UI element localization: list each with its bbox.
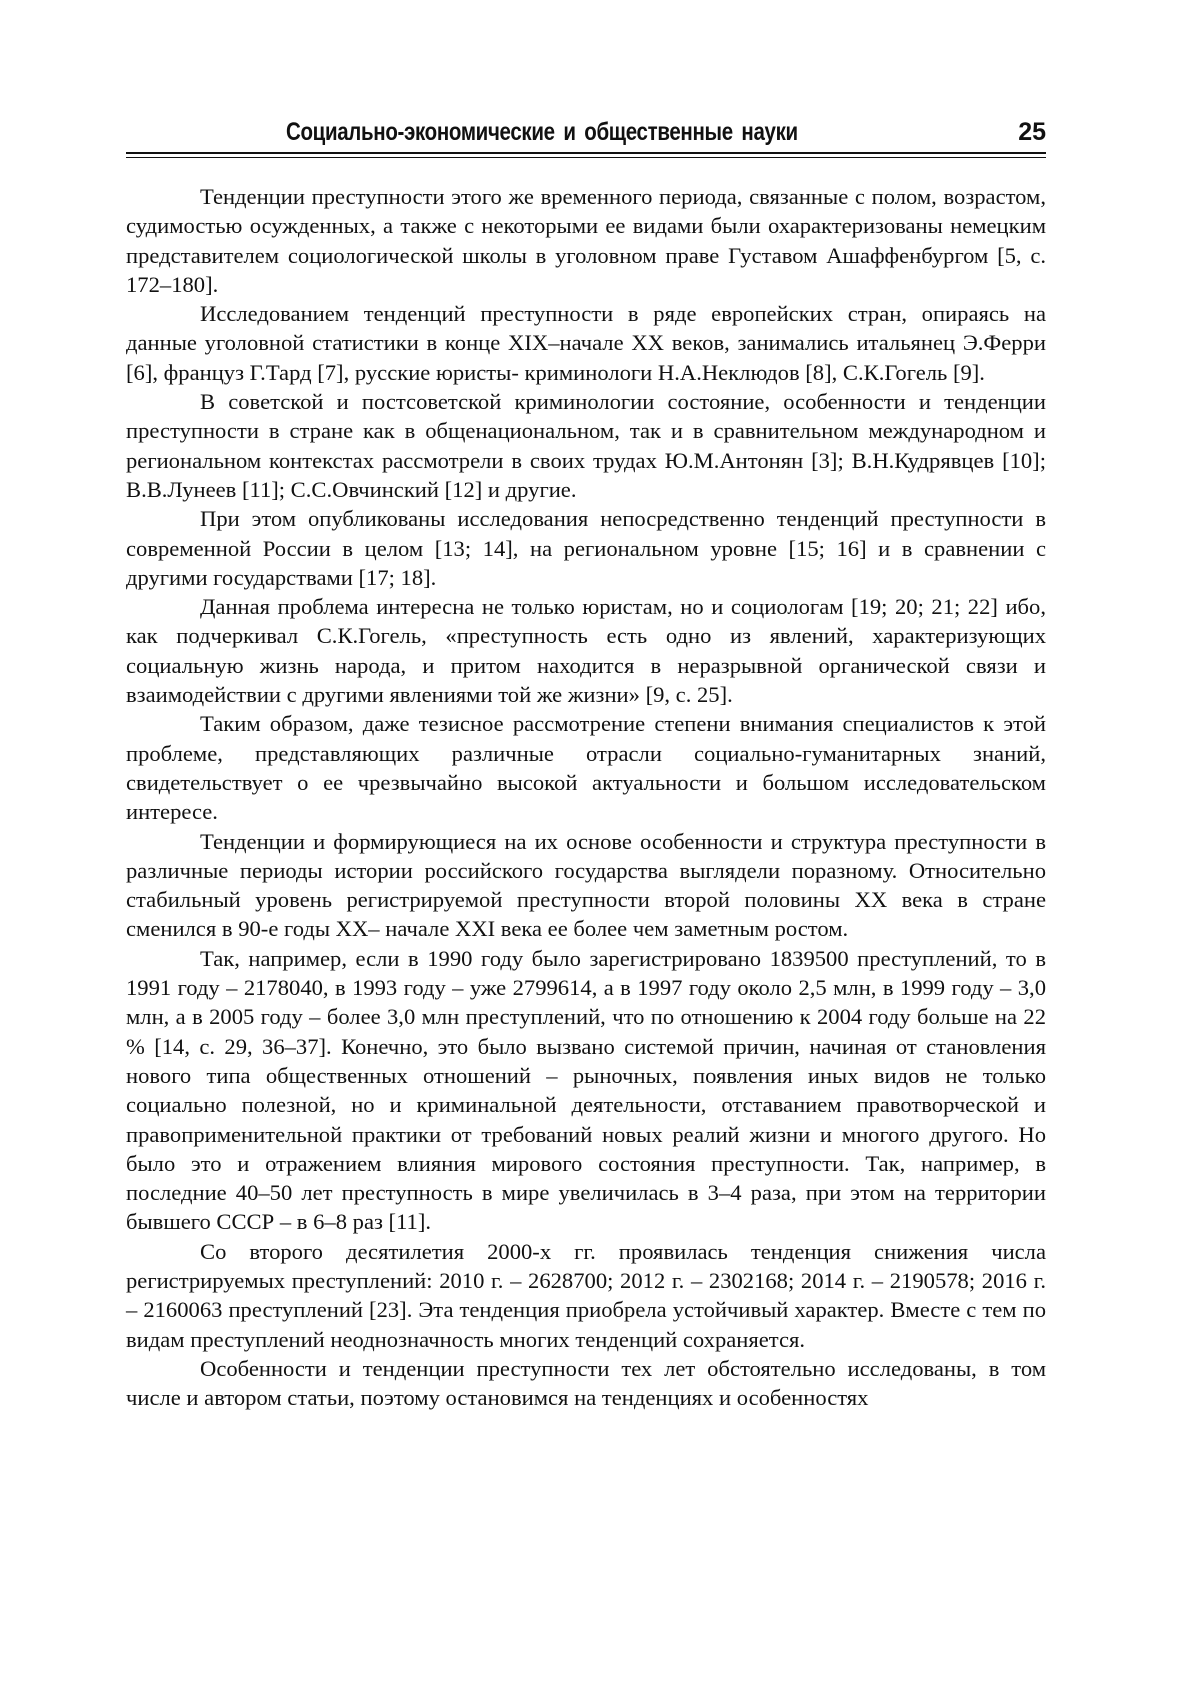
paragraph: Со второго десятилетия 2000-х гг. проявилась тенденция снижения числа регистрируемых преступлений: 2010 г. – 2628700; 2012 г. – 2302168; 2014 г. – 2190578; 2016 г. – 2160063 преступлений [23]. Эта тенденция приобрела устойчивый характер. Вместе с тем по видам преступлений неоднозначность многих тенденций сохраняется. xyxy=(126,1238,1046,1352)
paragraph: Таким образом, даже тезисное рассмотрение степени внимания специалистов к этой проблеме, представляющих различные отрасли социально-гуманитарных знаний, свидетельствует о ее чрезвычайно высокой актуальности и большом исследовательском интересе. xyxy=(126,711,1046,825)
header-rule-thin xyxy=(126,157,1046,158)
page xyxy=(126,118,1046,1412)
page-number: 25 xyxy=(1018,118,1046,146)
paragraph: В советской и постсоветской криминологии состояние, особенности и тенденции преступности в стране как в общенациональном, так и в сравнительном международном и региональном контекстах рассмотрели в своих трудах Ю.М.Антонян [3]; В.Н.Кудрявцев [10]; В.В.Лунеев [11]; С.С.Овчинский [12] и другие. xyxy=(126,389,1046,502)
running-header xyxy=(126,118,1046,156)
paragraph: Тенденции и формирующиеся на их основе особенности и структура преступности в различные периоды истории российского государства выглядели поразному. Относительно стабильный уровень регистрируемой преступности второй половины XX века в стране сменился в 90-е годы XX– начале XXI века ее более чем заметным ростом. xyxy=(126,828,1046,942)
paragraph: Так, например, если в 1990 году было зарегистрировано 1839500 преступлений, то в 1991 году – 2178040, в 1993 году – уже 2799614, а в 1997 году около 2,5 млн, в 1999 году – 3,0 млн, а в 2005 году – более 3,0 млн преступлений, что по отношению к 2004 году больше на 22 % [14, с. 29, 36–37]. Конечно, это было вызвано системой причин, начиная от становления нового типа общественных отношений – рыночных, появления иных видов не только социально полезной, но и криминальной деятельности, отставанием правотворческой и правоприменительной практики от требований новых реалий жизни и многого другого. Но было это и отражением влияния мирового состояния преступности. Так, например, в последние 40–50 лет преступность в мире увеличилась в 3–4 раза, при этом на территории бывшего СССР – в 6–8 раз [11]. xyxy=(126,945,1046,1235)
paragraph: Данная проблема интересна не только юристам, но и социологам [19; 20; 21; 22] ибо, как подчеркивал С.К.Гогель, «преступность есть одно из явлений, характеризующих социальную жизнь народа, и притом находится в неразрывной органической связи и взаимодействии с другими явлениями той же жизни» [9, с. 25]. xyxy=(126,594,1046,708)
header-rule xyxy=(126,152,1046,154)
paragraph: При этом опубликованы исследования непосредственно тенденций преступности в современной России в целом [13; 14], на региональном уровне [15; 16] и в сравнении с другими государствами [17; 18]. xyxy=(126,506,1046,590)
paragraph: Тенденции преступности этого же временного периода, связанные с полом, возрастом, судимостью осужденных, а также с некоторыми ее видами были охарактеризованы немецким представителем социологической школы в уголовном праве Густавом Ашаффенбургом [5, с. 172–180]. xyxy=(126,184,1046,297)
article-body xyxy=(126,182,1046,1412)
paragraph: Особенности и тенденции преступности тех лет обстоятельно исследованы, в том числе и автором статьи, поэтому остановимся на тенденциях и особенностях xyxy=(126,1355,1046,1411)
running-header-title: Социально-экономические и общественные науки xyxy=(286,118,798,146)
paragraph: Исследованием тенденций преступности в ряде европейских стран, опираясь на данные уголовной статистики в конце XIX–начале XX веков, занимались итальянец Э.Ферри [6], француз Г.Тард [7], русские юристы- криминологи Н.А.Неклюдов [8], С.К.Гогель [9]. xyxy=(126,301,1046,385)
